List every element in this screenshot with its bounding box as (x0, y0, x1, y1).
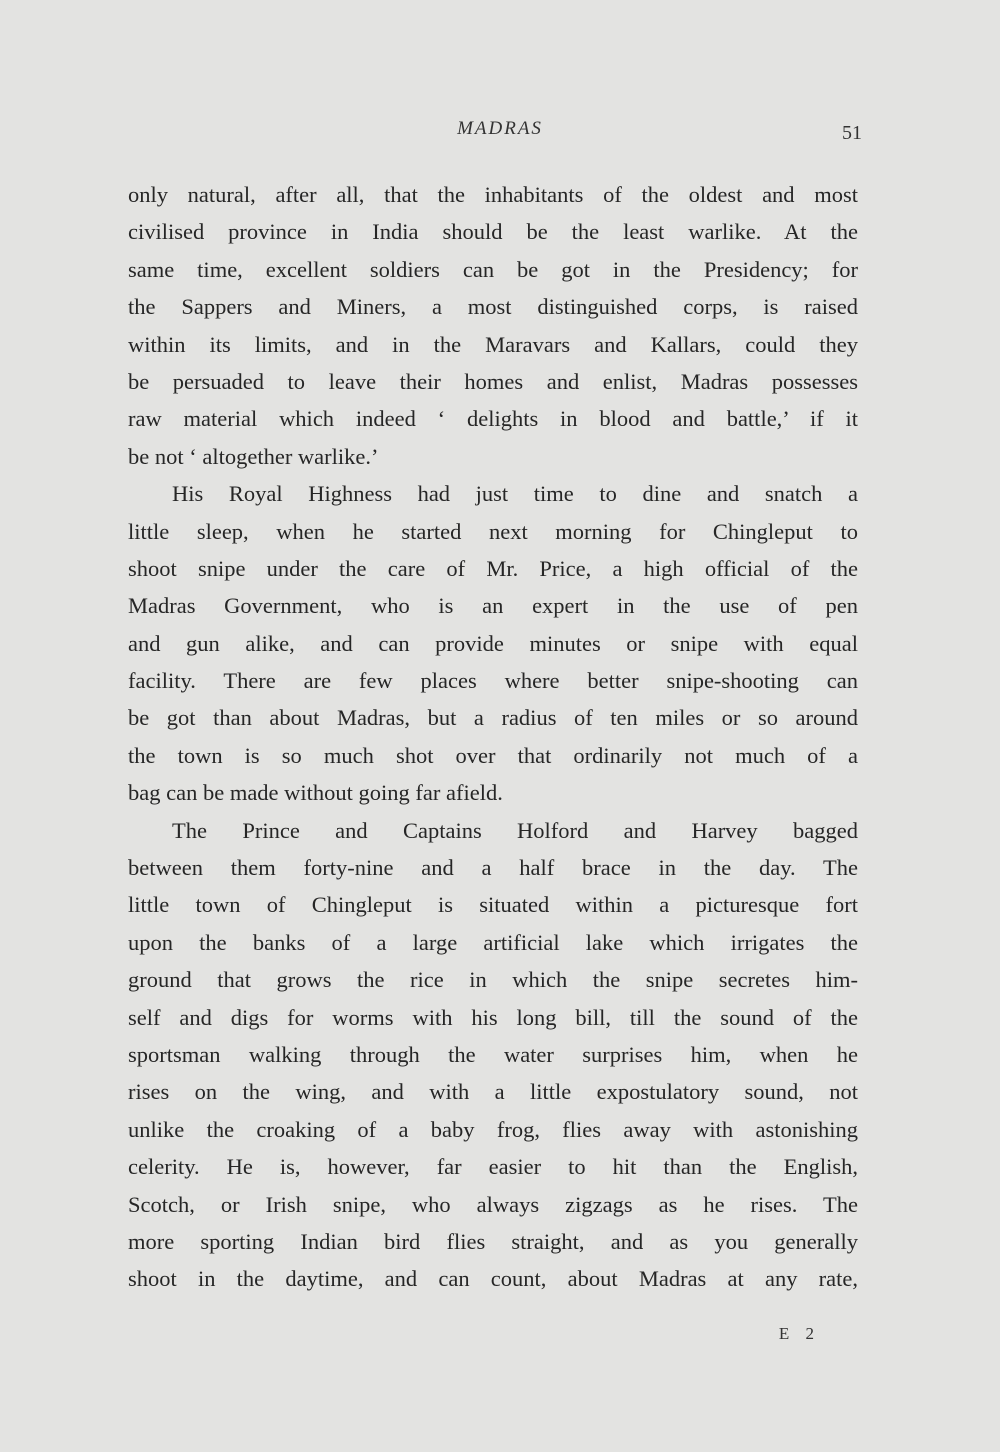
text-line: the Sappers and Miners, a most distinguished corps, is raised (128, 294, 858, 320)
text-line: only natural, after all, that the inhabitants of the oldest and most (128, 182, 858, 207)
text-line: Scotch, or Irish snipe, who always zigzags as he rises. The (128, 1191, 858, 1217)
signature-mark: E 2 (778, 1324, 820, 1343)
text-line: upon the banks of a large artificial lake which irrigates the (128, 929, 858, 955)
text-line: rises on the wing, and with a little expostulatory sound, not (128, 1079, 858, 1105)
page-header (0, 116, 1000, 146)
page-number: 51 (842, 122, 862, 144)
text-line: raw material which indeed ‘ delights in blood and battle,’ if it (128, 406, 858, 432)
text-line: shoot in the daytime, and can count, about Madras at any rate, (128, 1266, 858, 1292)
body-text (128, 176, 858, 1298)
text-line: be persuaded to leave their homes and enlist, Madras possesses (128, 368, 858, 394)
paragraph (128, 812, 858, 1298)
text-line: little sleep, when he started next morning for Chingleput to (128, 518, 858, 544)
text-line: self and digs for worms with his long bill, till the sound of the (128, 1004, 858, 1030)
text-line: more sporting Indian bird flies straight, and as you generally (128, 1228, 858, 1254)
text-line: little town of Chingleput is situated within a picturesque fort (128, 892, 858, 918)
text-line: within its limits, and in the Maravars and Kallars, could they (128, 331, 858, 357)
text-line: The Prince and Captains Holford and Harvey bagged (172, 817, 858, 843)
paragraph (128, 176, 858, 475)
paragraph (128, 475, 858, 812)
text-line: unlike the croaking of a baby frog, flies away with astonishing (128, 1116, 858, 1142)
text-line: be got than about Madras, but a radius of ten miles or so around (128, 705, 858, 731)
text-line: Madras Government, who is an expert in the use of pen (128, 593, 858, 619)
text-line: His Royal Highness had just time to dine and snatch a (172, 481, 858, 507)
text-line: between them forty-nine and a half brace in the day. The (128, 855, 858, 881)
text-line: ground that grows the rice in which the snipe secretes him- (128, 967, 858, 993)
text-line: shoot snipe under the care of Mr. Price, a high official of the (128, 555, 858, 581)
text-line: celerity. He is, however, far easier to hit than the English, (128, 1154, 858, 1180)
text-line: and gun alike, and can provide minutes or snipe with equal (128, 630, 858, 656)
text-line: bag can be made without going far afield. (128, 780, 503, 806)
text-line: same time, excellent soldiers can be got in the Presidency; for (128, 256, 858, 282)
text-line: civilised province in India should be the least warlike. At the (128, 219, 858, 245)
text-line: facility. There are few places where better snipe-shooting can (128, 668, 858, 694)
text-line: the town is so much shot over that ordinarily not much of a (128, 742, 858, 768)
running-head: MADRAS (457, 118, 543, 139)
text-line: be not ‘ altogether warlike.’ (128, 443, 379, 469)
text-line: sportsman walking through the water surprises him, when he (128, 1041, 858, 1067)
